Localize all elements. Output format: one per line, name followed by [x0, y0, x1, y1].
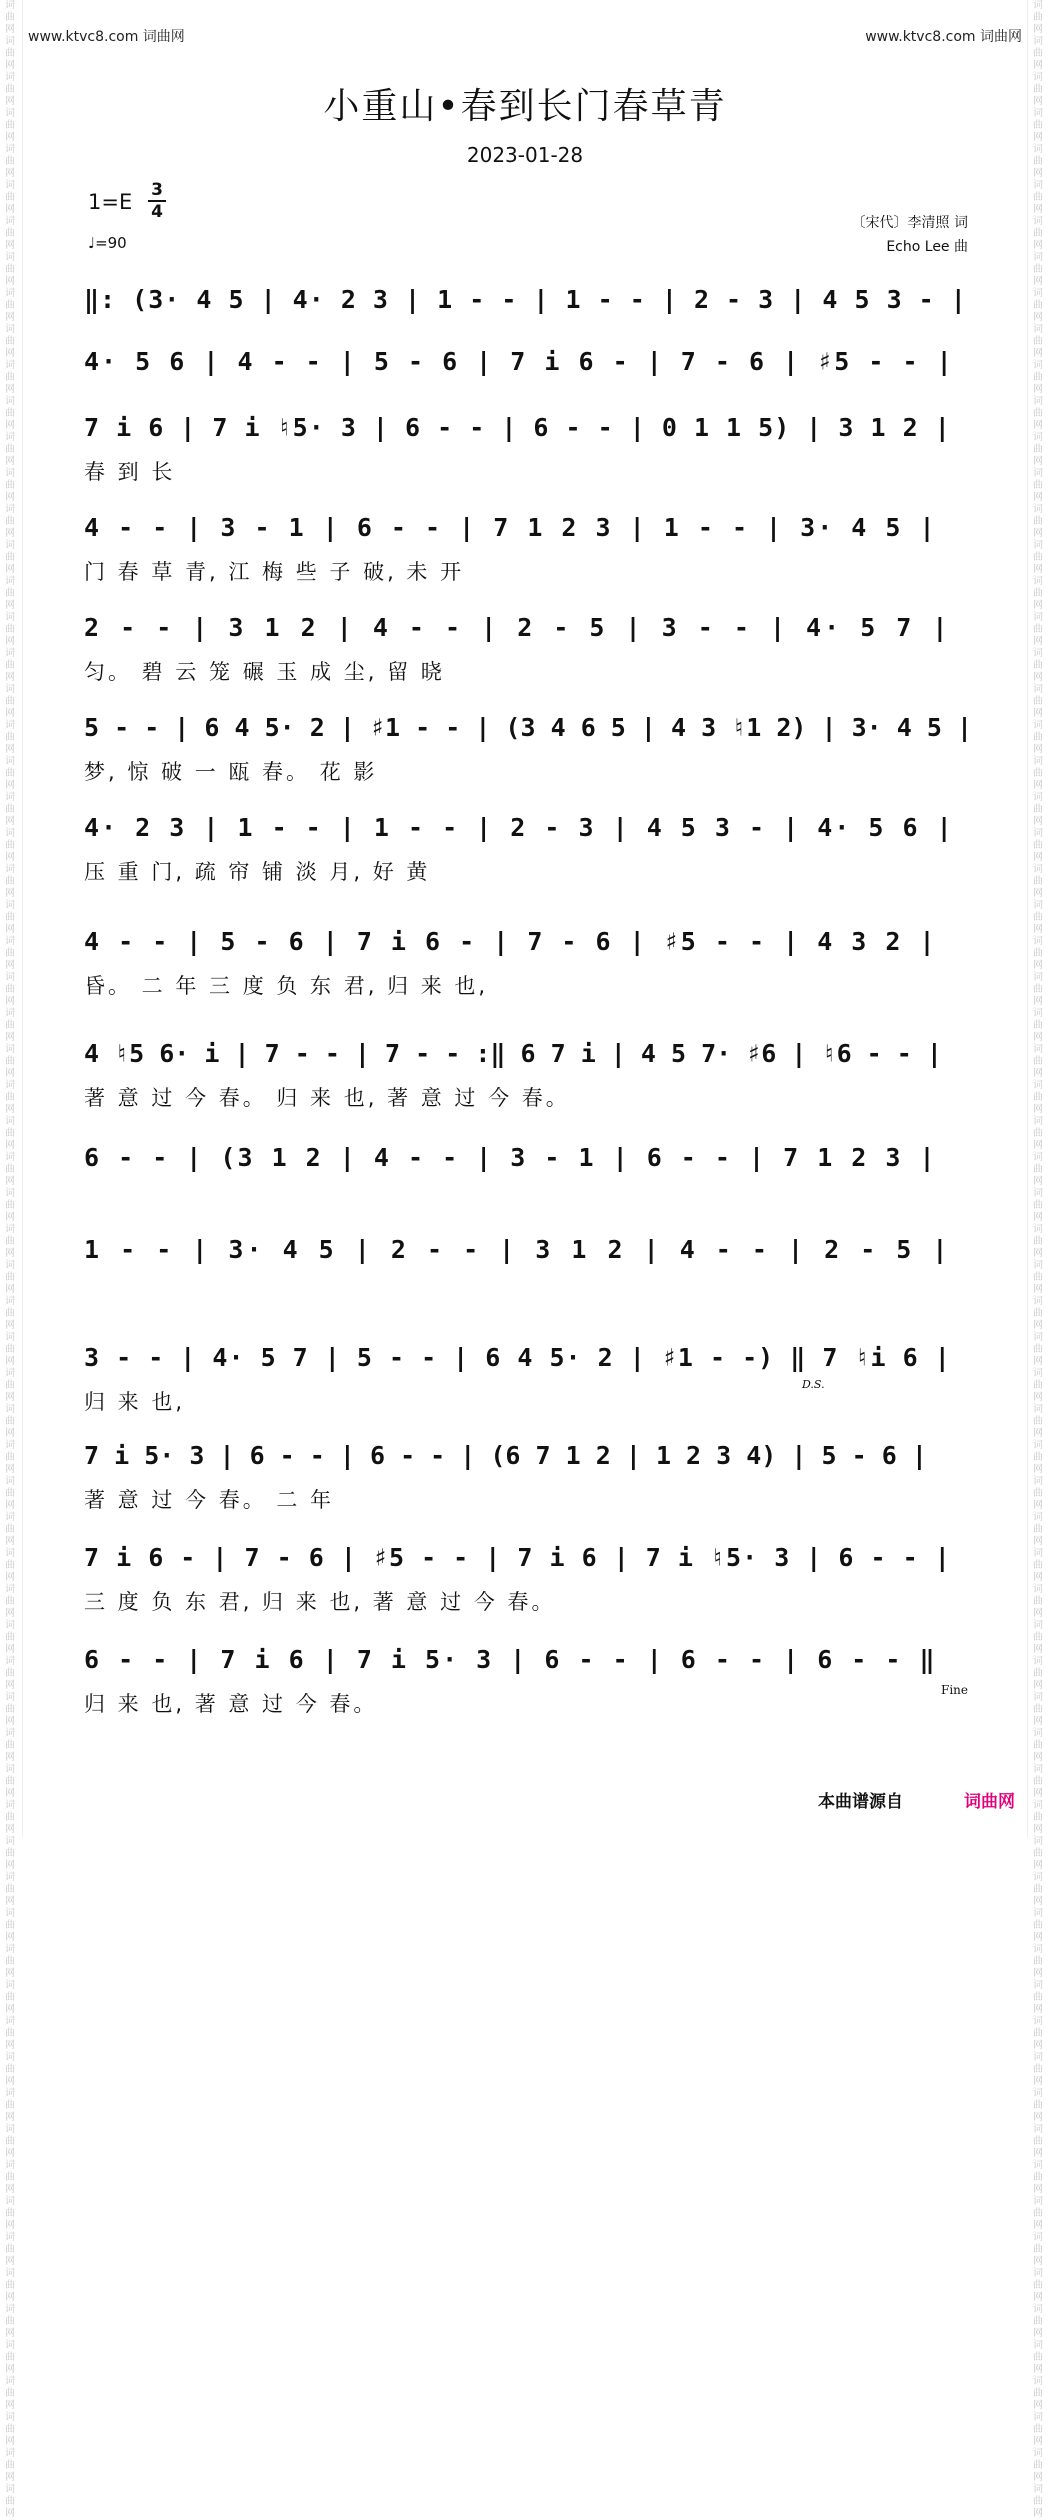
score-notes: 7 i 5· 3 | 6 - - | 6 - - | (6 7 1 2 | 1 2 3 4) | 5 - 6 | [84, 1441, 927, 1470]
time-signature [148, 180, 166, 222]
fine-mark: Fine [941, 1683, 968, 1697]
score-row [78, 508, 978, 588]
score-row [78, 922, 978, 1002]
time-signature-bottom: 4 [148, 200, 166, 222]
score-notes: 6 - - | 7 i 6 | 7 i 5· 3 | 6 - - | 6 - - | 6 - - ‖ [84, 1645, 937, 1674]
score-row [78, 1538, 978, 1618]
score-row [78, 1338, 978, 1418]
score-row [78, 1138, 978, 1218]
score-notes: 7 i 6 | 7 i ♮5· 3 | 6 - - | 6 - - | 0 1 1 5) | 3 1 2 | [84, 413, 951, 442]
score-lyrics: 压 重 门, 疏 帘 铺 淡 月, 好 黄 [84, 860, 431, 884]
score-lyrics: 匀。 碧 云 笼 碾 玉 成 尘, 留 晓 [84, 660, 445, 684]
lyricist-credit: 〔宋代〕李清照 词 [851, 215, 968, 231]
score-lyrics: 著 意 过 今 春。 二 年 [84, 1488, 335, 1512]
score-lyrics: 门 春 草 青, 江 梅 些 子 破, 未 开 [84, 560, 465, 584]
right-watermark-strip [1027, 0, 1050, 2519]
score-row [78, 1230, 978, 1310]
footer-source-site[interactable]: 词曲网 [964, 1792, 1015, 1812]
score-row [78, 1034, 978, 1114]
score-notes: 4· 5 6 | 4 - - | 5 - 6 | 7 i 6 - | 7 - 6 | ♯5 - - | [84, 347, 954, 376]
left-watermark-strip [0, 0, 23, 2519]
watermark-text: 词曲网词曲网词曲网词曲网词曲网词曲网词曲网词曲网词曲网词曲网词曲网词曲网词曲网词曲网词曲网词曲网词曲网词曲网词曲网词曲网词曲网词曲网词曲网词曲网词曲网词曲网词曲网词曲网词曲网词曲网词曲网词曲网词曲网词曲网词曲网词曲网词曲网词曲网词曲网词曲网词曲网词曲网词曲网词曲网词曲网词曲网词曲网词曲网词曲网词曲网词曲网词曲网词曲网词曲网词曲网词曲网词曲网词曲网词曲网词曲网词曲网词曲网词曲网词曲网词曲网词曲网词曲网词曲网词曲网词曲网 [5, 0, 15, 2519]
score-notes: 4· 2 3 | 1 - - | 1 - - | 2 - 3 | 4 5 3 - | 4· 5 6 | [84, 813, 954, 842]
song-title: 小重山•春到长门春草青 [323, 86, 727, 127]
score-notes: 4 - - | 5 - 6 | 7 i 6 - | 7 - 6 | ♯5 - - | 4 3 2 | [84, 927, 937, 956]
score-lyrics: 昏。 二 年 三 度 负 东 君, 归 来 也, [84, 974, 489, 998]
score-row [78, 708, 978, 788]
score-lyrics: 三 度 负 东 君, 归 来 也, 著 意 过 今 春。 [84, 1590, 556, 1614]
score-notes: 3 - - | 4· 5 7 | 5 - - | 6 4 5· 2 | ♯1 - -) ‖ 7 ♮i 6 | [84, 1343, 951, 1372]
key-signature: 1=E [88, 190, 133, 214]
score-notes: 1 - - | 3· 4 5 | 2 - - | 3 1 2 | 4 - - | 2 - 5 | [84, 1235, 951, 1264]
site-link-right[interactable]: www.ktvc8.com 词曲网 [865, 29, 1022, 45]
score-notes: 6 - - | (3 1 2 | 4 - - | 3 - 1 | 6 - - | 7 1 2 3 | [84, 1143, 937, 1172]
ds-mark: D.S. [802, 1378, 825, 1391]
site-link-left[interactable]: www.ktvc8.com 词曲网 [28, 29, 185, 45]
score-notes: 4 ♮5 6· i | 7 - - | 7 - - :‖ 6 7 i | 4 5 7· ♯6 | ♮6 - - | [84, 1039, 942, 1068]
score-notes: 2 - - | 3 1 2 | 4 - - | 2 - 5 | 3 - - | 4· 5 7 | [84, 613, 951, 642]
time-signature-top: 3 [151, 180, 163, 200]
score-notes: ‖: (3· 4 5 | 4· 2 3 | 1 - - | 1 - - | 2 - 3 | 4 5 3 - | [84, 285, 967, 314]
score-row [78, 1436, 978, 1516]
score-lyrics: 春 到 长 [84, 460, 176, 484]
score-lyrics: 归 来 也, 著 意 过 今 春。 [84, 1692, 378, 1716]
tempo-marking: ♩=90 [88, 234, 127, 252]
score-row [78, 1640, 978, 1720]
score-lyrics: 著 意 过 今 春。 归 来 也, 著 意 过 今 春。 [84, 1086, 570, 1110]
score-notes: 5 - - | 6 4 5· 2 | ♯1 - - | (3 4 6 5 | 4 3 ♮1 2) | 3· 4 5 | [84, 713, 973, 742]
score-row [78, 608, 978, 688]
score-lyrics: 梦, 惊 破 一 瓯 春。 花 影 [84, 760, 378, 784]
footer-source-label: 本曲谱源自 [818, 1792, 903, 1812]
song-date: 2023-01-28 [466, 143, 584, 167]
score-notes: 4 - - | 3 - 1 | 6 - - | 7 1 2 3 | 1 - - | 3· 4 5 | [84, 513, 937, 542]
score-lyrics: 归 来 也, [84, 1390, 186, 1414]
score-notes: 7 i 6 - | 7 - 6 | ♯5 - - | 7 i 6 | 7 i ♮5· 3 | 6 - - | [84, 1543, 951, 1572]
score-row [78, 808, 978, 888]
composer-credit: Echo Lee 曲 [886, 239, 968, 255]
score-row [78, 408, 978, 488]
watermark-text: 词曲网词曲网词曲网词曲网词曲网词曲网词曲网词曲网词曲网词曲网词曲网词曲网词曲网词曲网词曲网词曲网词曲网词曲网词曲网词曲网词曲网词曲网词曲网词曲网词曲网词曲网词曲网词曲网词曲网词曲网词曲网词曲网词曲网词曲网词曲网词曲网词曲网词曲网词曲网词曲网词曲网词曲网词曲网词曲网词曲网词曲网词曲网词曲网词曲网词曲网词曲网词曲网词曲网词曲网词曲网词曲网词曲网词曲网词曲网词曲网词曲网词曲网词曲网词曲网词曲网词曲网词曲网词曲网词曲网词曲网 [1033, 0, 1043, 2519]
